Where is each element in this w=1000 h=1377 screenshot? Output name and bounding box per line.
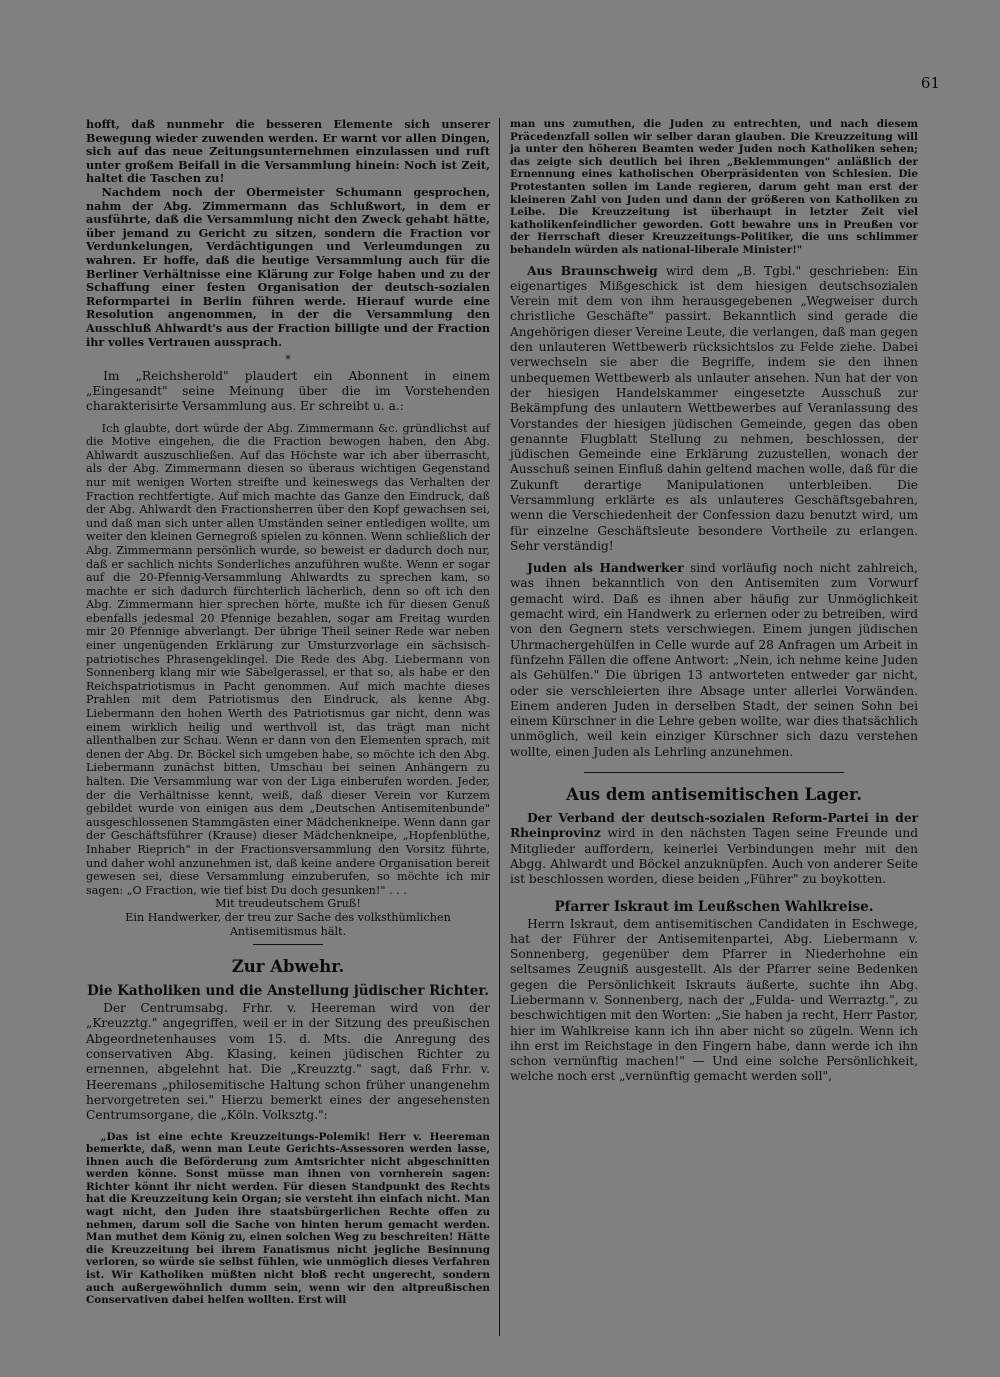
article-body: wird dem „B. Tgbl." geschrieben: Ein eigenartiges Mißgeschick ist dem hiesigen deutschsozialen Verein mit dem von ihm herausgegebenen „Wegweiser durch christliche Geschäfte" passirt. Bekanntlich sind gerade die Angehörigen dieser Vereine Leute, die verlangen, daß man gegen den unlauteren Wettbewerb rücksichtslos zu Felde ziehe. Dabei verwechseln sie aber die Begriffe, indem sie den ihnen unbequemen Wettbewerb als unlauter ansehen. Nun hat der von der hiesigen Handelskammer eingesetzte Ausschuß zur Bekämpfung des unlautern Wettbewerbes auf Veranlassung des Vorstandes der hiesigen jüdischen Gemeinde, gegen das oben genannte Flugblatt Stellung zu nehmen, beschlossen, der jüdischen Gemeinde eine Erklärung zuzustellen, wonach der Ausschuß seinen Einfluß dahin geltend machen wolle, daß für die Zukunft derartige Manipulationen unterbleiben. Die Versammlung erklärte es als unlauteres Geschäftsgebahren, wenn die Verschiedenheit der Confession dazu benutzt wird, um für einzelne Geschäftsleute besondere Vortheile zu erlangen. Sehr verständig! <box>510 263 918 553</box>
article-lead: Juden als Handwerker <box>527 561 684 576</box>
article-paragraph: Nachdem noch der Obermeister Schumann gesprochen, nahm der Abg. Zimmermann das Schlußwort, in dem er ausführte, daß die Versammlung nicht den Zweck gehabt hätte, über jemand zu Gericht zu sitzen, sondern die Fraction vor Verdunkelungen, Verdächtigungen und Verleumdungen zu wahren. Er hoffe, daß die heutige Versammlung auch für die Berliner Verhältnisse eine Klärung zur Folge haben und zu der Schaffung einer festen Organisation der deutsch-sozialen Reformpartei in Berlin führen werde. Hierauf wurde eine Resolution angenommen, in der die Versammlung den Ausschluß Ahlwardt's aus der Fraction billigte und der Fraction ihr volles Vertrauen aussprach. <box>86 184 490 349</box>
article-paragraph: Im „Reichsherold" plaudert ein Abonnent in einem „Eingesandt" seine Meinung über die im Vorstehenden charakterisirte Versammlung aus. Er schreibt u. a.: <box>86 368 490 414</box>
section-title: Aus dem antisemitischen Lager. <box>566 785 862 805</box>
article-paragraph: hofft, daß nunmehr die besseren Elemente sich unserer Bewegung wieder zuwenden werden. Er warnt vor allen Dingen, sich auf das neue Zeitungsunternehmen einzulassen und ruft unter großem Beifall in die Versammlung hinein: Noch ist Zeit, haltet die Taschen zu! <box>86 117 490 186</box>
article-body: sind vorläufig noch nicht zahlreich, was ihnen bekanntlich von den Antisemiten zum Vorwurf gemacht wird. Daß es ihnen aber häufig zur Unmöglichkeit gemacht wird, ein Handwerk zu erlernen oder zu betreiben, wird von den Gegnern stets verschwiegen. Einem jungen jüdischen Uhrmachergehülfen in Celle wurde auf 28 Anfragen um Arbeit in fünfzehn Fällen die offene Antwort: „Nein, ich nehme keine Juden als Gehülfen." Die übrigen 13 antworteten entweder gar nicht, oder sie verschleierten ihre Absage unter allerlei Vorwänden. Einem anderen Juden in derselben Stadt, der seinen Sohn bei einem Kürschner in die Lehre geben wollte, war dies thatsächlich unmöglich, weil kein einziger Kürschner sich dazu verstehen wollte, einen Juden als Lehrling anzunehmen. <box>510 561 918 759</box>
section-rule <box>584 772 844 773</box>
section-star-divider: * <box>285 353 291 367</box>
quoted-paragraph: „Das ist eine echte Kreuzzeitungs-Polemik! Herr v. Heereman bemerkte, daß, wenn man Leute Gerichts-Assessoren werden lasse, ihnen auch die Beförderung zum Amtsrichter nicht abgeschnitten werden könne. Sonst müsse man ihnen von vornherein sagen: Richter könnt ihr nicht werden. Für diesen Standpunkt des Rechts hat die Kreuzzeitung kein Organ; sie versteht ihn einfach nicht. Man wagt nicht, den Juden ihre staatsbürgerlichen Rechte offen zu nehmen, darum soll die Sache von hinten herum gemacht werden. Man muthet dem König zu, einen solchen Weg zu beschreiten! Hätte die Kreuzzeitung bei ihrem Fanatismus nicht jegliche Besinnung verloren, so würde sie selbst fühlen, wie unmöglich dieses Verfahren ist. Wir Katholiken müßten nicht bloß recht ungerecht, sondern auch außergewöhnlich dumm sein, wenn wir den altpreußischen Conservativen dabei helfen wollten. Erst will <box>86 1130 490 1307</box>
right-column <box>510 118 918 1085</box>
page-number: 61 <box>920 74 940 92</box>
letter-greeting: Mit treudeutschem Gruß! <box>215 897 361 911</box>
column-divider <box>499 118 500 1336</box>
quoted-paragraph: man uns zumuthen, die Juden zu entrechten, und nach diesem Präcedenzfall sollen wir selber daran glauben. Die Kreuzzeitung will ja unter den höheren Beamten weder Juden noch Katholiken sehen; das zeigte sich deutlich bei ihren „Beklemmungen" anläßlich der Ernennung eines katholischen Oberpräsidenten von Schlesien. Die Protestanten sollen im Lande regieren, darum geht man erst der kleineren Zahl von Juden und dann der größeren von Katholiken zu Leibe. Die Kreuzzeitung ist überhaupt in letzter Zeit viel katholikenfeindlicher geworden. Gott bewahre uns in Preußen vor der Herrschaft dieser Kreuzzeitungs-Politiker, die uns schlimmer behandeln würden als national-liberale Minister!" <box>510 118 918 256</box>
article-lead: Der Verband der deutsch-sozialen Reform-Partei in der Rheinprovinz <box>510 811 918 841</box>
article-paragraph <box>510 264 918 555</box>
article-lead: Aus Braunschweig <box>527 263 658 278</box>
letter-signature: Ein Handwerker, der treu zur Sache des volksthümlichen Antisemitismus hält. <box>125 910 451 938</box>
left-column <box>86 118 490 1307</box>
subsection-title: Die Katholiken und die Anstellung jüdischer Richter. <box>87 983 489 1000</box>
section-title: Zur Abwehr. <box>231 957 345 977</box>
article-paragraph: Herrn Iskraut, dem antisemitischen Candidaten in Eschwege, hat der Führer der Antisemitenpartei, Abg. Liebermann v. Sonnenberg, gegenüber dem Pfarrer in Niederhohne ein seltsames Zeugniß ausgestellt. Als der Pfarrer seine Bedenken gegen die Persönlichkeit Iskrauts äußerte, suchte ihn Abg. Liebermann v. Sonnenberg, nach der „Fulda- und Werraztg.", zu beschwichtigen mit den Worten: „Sie haben ja recht, Herr Pastor, hier im Wahlkreise kann ich ihn aber nicht so zügeln. Wenn ich ihn erst im Reichstage in den Fingern habe, dann werde ich ihn schon vernünftig machen!" — Und eine solche Persönlichkeit, welche noch erst „vernünftig gemacht werden soll", <box>510 916 918 1084</box>
subsection-title: Pfarrer Iskraut im Leußschen Wahlkreise. <box>554 898 874 915</box>
quoted-letter: Ich glaubte, dort würde der Abg. Zimmermann &c. gründlichst auf die Motive eingehen, die die Fraction bewogen haben, den Abg. Ahlwardt auszuschließen. Auf das Höchste war ich aber überrascht, als der Abg. Zimmermann diesen so überaus wichtigen Gegenstand nur mit wenigen Worten streifte und keineswegs das Verhalten der Fraction rechtfertigte. Auf mich machte das Ganze den Eindruck, daß der Abg. Ahlwardt den Fractionsherren über den Kopf gewachsen sei, und daß man sich unter allen Umständen seiner entledigen wollte, um weiter den kleinen Gernegroß spielen zu können. Wenn schließlich der Abg. Zimmermann persönlich wurde, so beweist er dadurch doch nur, daß er sachlich nichts Sonderliches anzuführen wußte. Wenn er sogar auf die 20-Pfennig-Versammlung Ahlwardts zu sprechen kam, so machte er sich dadurch fürchterlich lächerlich, denn so oft ich den Abg. Zimmermann hier sprechen hörte, mußte ich für diesen Genuß ebenfalls jedesmal 20 Pfennige bezahlen, sogar am Freitag wurden mir 20 Pfennige abverlangt. Der übrige Theil seiner Rede war neben einer ungenügenden Erklärung zur Umsturzvorlage ein sächsisch-patriotisches Phrasengeklingel. Die Rede des Abg. Liebermann von Sonnenberg klang mir wie Säbelgerassel, er that so, als habe er den Reichspatriotismus in Pacht genommen. Auf mich machte dieses Prahlen mit dem Patriotismus den Eindruck, als kenne Abg. Liebermann den hohen Werth des Patriotismus gar nicht, denn was einem wirklich heilig und werthvoll ist, das trägt man nicht allenthalben zur Schau. Wenn er dann von den Elementen sprach, mit denen der Abg. Dr. Böckel sich umgeben habe, so möchte ich den Abg. Liebermann zunächst bitten, Umschau bei seinen Anhängern zu halten. Die Versammlung war von der Liga einberufen worden. Jeder, der die Verhältnisse kennt, weiß, daß dieser Verein vor Kurzem gebildet wurde von einigen aus dem „Deutschen Antisemitenbunde" ausgeschlossenen Stammgästen einer Mädchenkneipe. Wenn dann gar der Geschäftsführer (Krause) dieser Mädchenkneipe, „Hopfenblüthe, Inhaber Rieprich" in der Fractionsversammlung den Vorsitz führte, und daher wohl anzunehmen ist, daß keine andere Organisation bereit gewesen sei, diese Versammlung einzuberufen, so möchte ich mir sagen: „O Fraction, wie tief bist Du doch gesunken!" . . . <box>86 421 490 897</box>
article-paragraph <box>510 811 918 887</box>
article-body: wird in den nächsten Tagen seine Freunde und Mitglieder auffordern, keinerlei Verbindungen mehr mit den Abgg. Ahlwardt und Böckel anzuknüpfen. Auch von anderer Seite ist beschlossen worden, diese beiden „Führer" zu boykotten. <box>510 826 919 887</box>
short-rule <box>253 944 323 945</box>
article-paragraph <box>510 561 918 760</box>
article-paragraph: Der Centrumsabg. Frhr. v. Heereman wird von der „Kreuzztg." angegriffen, weil er in der Sitzung des preußischen Abgeordnetenhauses vom 15. d. Mts. die Anregung des conservativen Abg. Klasing, keinen jüdischen Richter zu ernennen, abgelehnt hat. Die „Kreuzztg." sagt, daß Frhr. v. Heeremans „philosemitische Haltung schon früher unangenehm hervorgetreten sei." Hierzu bemerkt eines der angesehensten Centrumsorgane, die „Köln. Volksztg.": <box>86 1001 490 1123</box>
